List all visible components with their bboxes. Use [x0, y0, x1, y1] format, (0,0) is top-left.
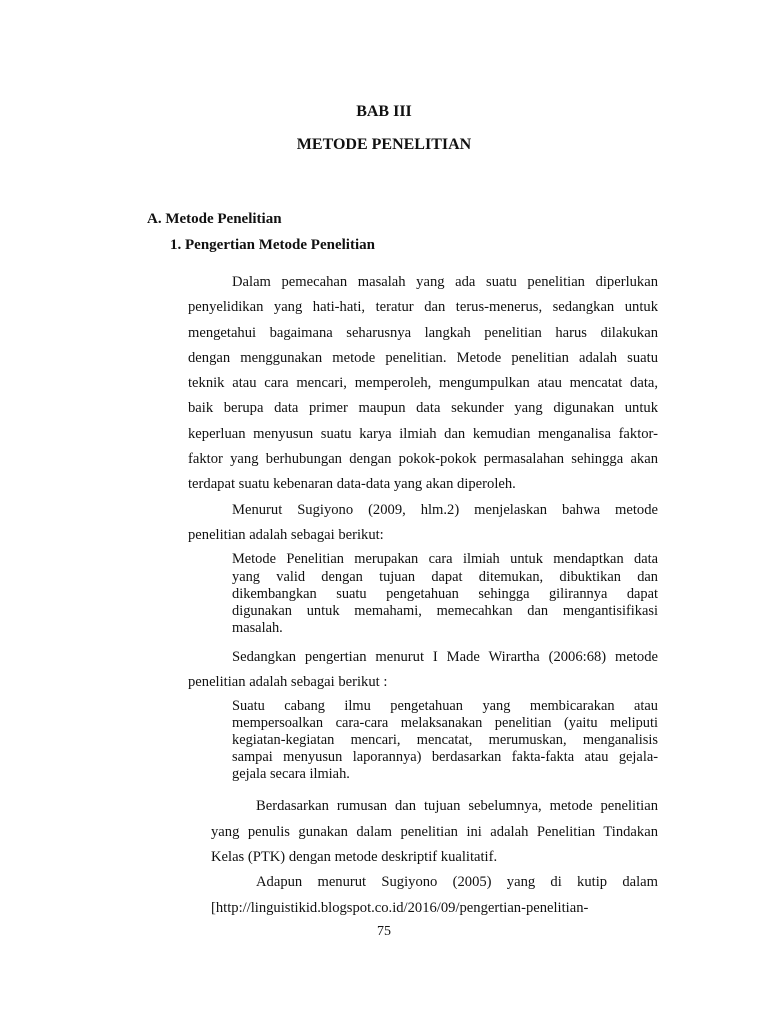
quote2-line: Suatu cabang ilmu pengetahuan yang membicarakan atau — [232, 698, 658, 714]
para3-line: penelitian adalah sebagai berikut : — [188, 674, 388, 690]
para4-line: yang penulis gunakan dalam penelitian ini adalah Penelitian Tindakan — [211, 824, 658, 840]
page-number: 75 — [377, 924, 391, 939]
para1-line: Dalam pemecahan masalah yang ada suatu penelitian diperlukan — [232, 274, 658, 290]
para1-line: terdapat suatu kebenaran data-data yang akan diperoleh. — [188, 476, 516, 492]
para4-line: Berdasarkan rumusan dan tujuan sebelumnya, metode penelitian — [256, 798, 658, 814]
quote2-line: mempersoalkan cara-cara melaksanakan penelitian (yaitu meliputi — [232, 715, 658, 731]
quote2-line: kegiatan-kegiatan mencari, mencatat, merumuskan, menganalisis — [232, 732, 658, 748]
para2-line: penelitian adalah sebagai berikut: — [188, 527, 384, 543]
para1-line: teknik atau cara mencari, memperoleh, mengumpulkan atau mencatat data, — [188, 375, 658, 391]
quote1-line: masalah. — [232, 620, 283, 636]
para5-line: [http://linguistikid.blogspot.co.id/2016/09/pengertian-penelitian- — [211, 900, 589, 916]
section-heading: A. Metode Penelitian — [147, 211, 282, 227]
quote1-line: dikembangkan suatu pengetahuan sehingga gilirannya dapat — [232, 586, 658, 602]
para1-line: penyelidikan yang hati-hati, teratur dan terus-menerus, sedangkan untuk — [188, 299, 658, 315]
para2-line: Menurut Sugiyono (2009, hlm.2) menjelaskan bahwa metode — [232, 502, 658, 518]
para4-line: Kelas (PTK) dengan metode deskriptif kualitatif. — [211, 849, 498, 865]
para1-line: dengan menggunakan metode penelitian. Metode penelitian adalah suatu — [188, 350, 658, 366]
quote1-line: digunakan untuk memahami, memecahkan dan mengantisifikasi — [232, 603, 658, 619]
subsection-heading: 1. Pengertian Metode Penelitian — [170, 237, 375, 253]
para3-line: Sedangkan pengertian menurut I Made Wirartha (2006:68) metode — [232, 649, 658, 665]
para5-line: Adapun menurut Sugiyono (2005) yang di kutip dalam — [256, 874, 658, 890]
chapter-title: METODE PENELITIAN — [296, 136, 472, 153]
quote1-line: yang valid dengan tujuan dapat ditemukan, dibuktikan dan — [232, 569, 658, 585]
quote2-line: sampai menyusun laporannya) berdasarkan fakta-fakta atau gejala- — [232, 749, 658, 765]
quote1-line: Metode Penelitian merupakan cara ilmiah untuk mendaptkan data — [232, 551, 658, 567]
para1-line: keperluan menyusun suatu karya ilmiah dan kemudian menganalisa faktor- — [188, 426, 658, 442]
para1-line: faktor yang berhubungan dengan pokok-pokok permasalahan sehingga akan — [188, 451, 658, 467]
chapter-label: BAB III — [356, 103, 412, 120]
para1-line: baik berupa data primer maupun data sekunder yang digunakan untuk — [188, 400, 658, 416]
para1-line: mengetahui bagaimana seharusnya langkah penelitian harus dilakukan — [188, 325, 658, 341]
quote2-line: gejala secara ilmiah. — [232, 766, 350, 782]
